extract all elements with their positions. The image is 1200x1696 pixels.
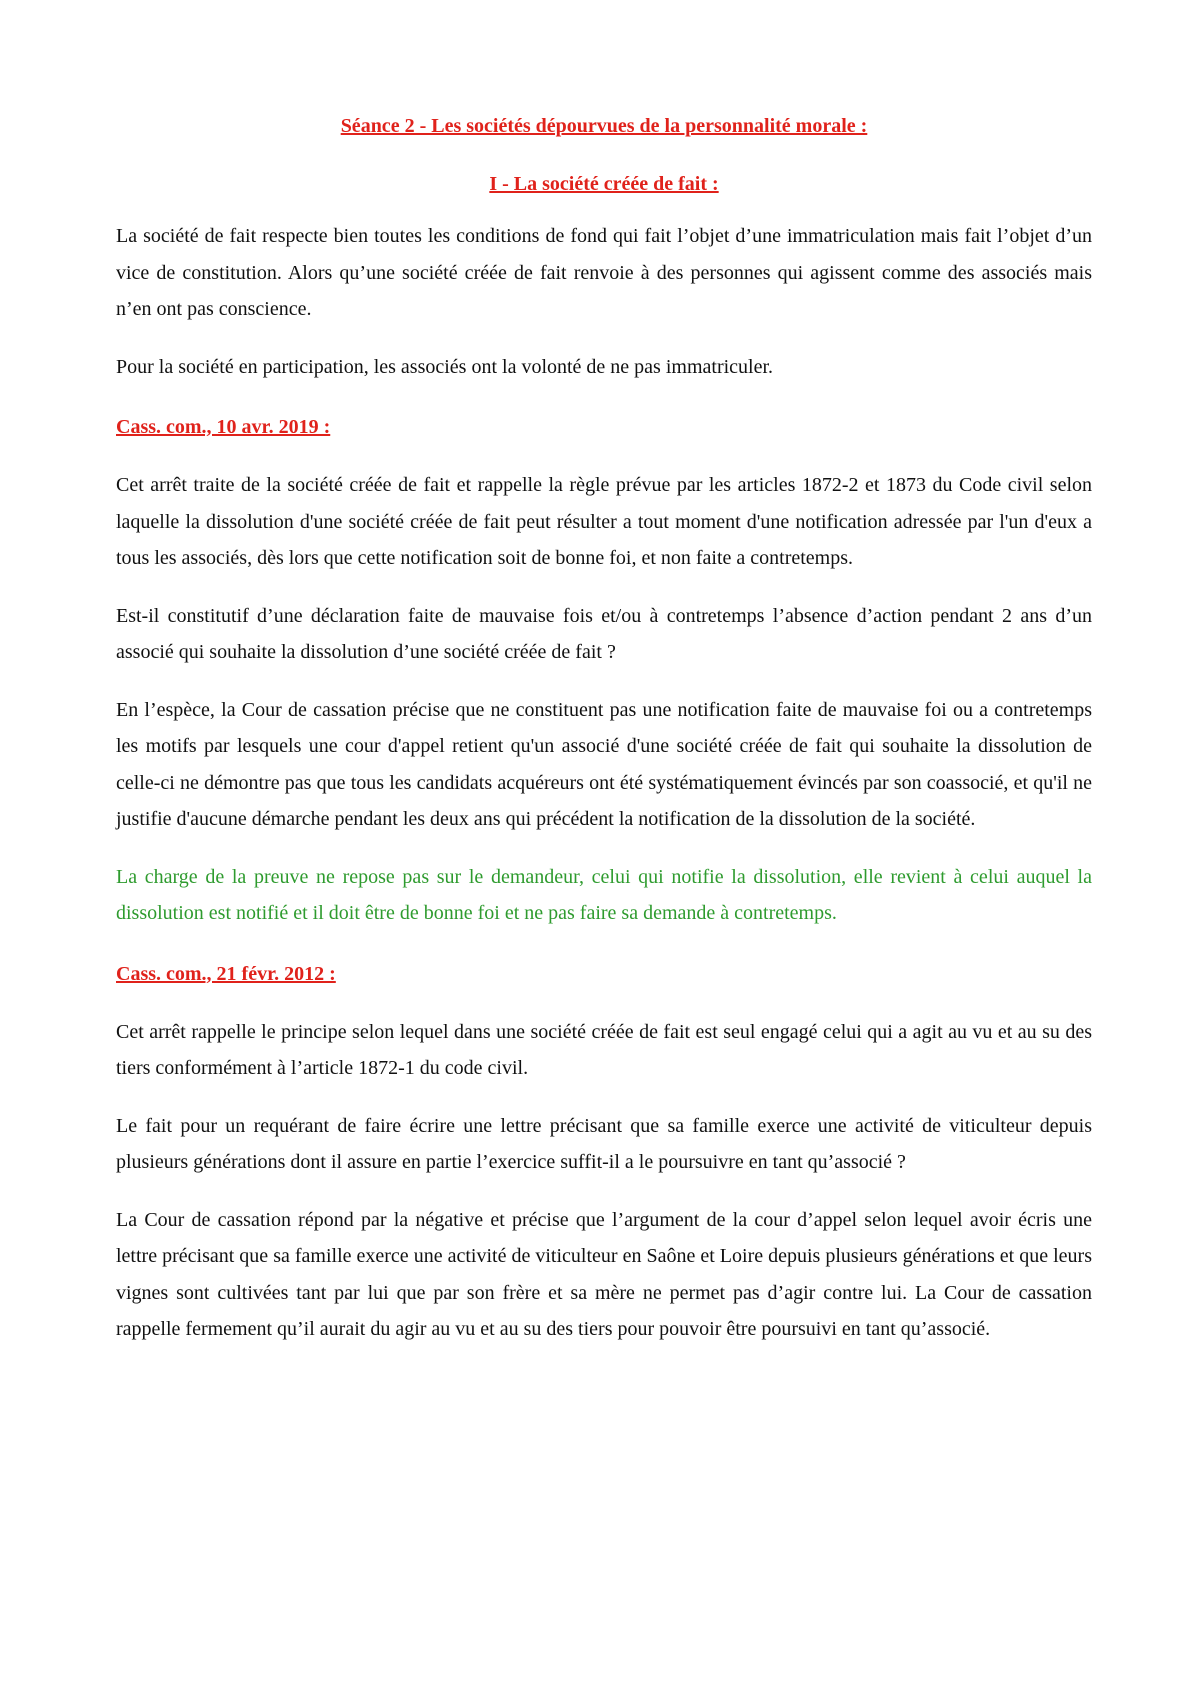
case-2012-paragraph-1: Cet arrêt rappelle le principe selon lequel dans une société créée de fait est seul engagé celui qui a agit au vu et au su des tiers conformément à l’article 1872-1 du code civil. [116, 1020, 1092, 1079]
case-2019-paragraph-2: Est-il constitutif d’une déclaration faite de mauvaise fois et/ou à contretemps l’absence d’action pendant 2 ans d’un associé qui souhaite la dissolution d’une société créée de fait ? [116, 604, 1092, 663]
case-2019-paragraph-3: En l’espèce, la Cour de cassation précise que ne constituent pas une notification faite de mauvaise foi ou a contretemps les motifs par lesquels une cour d'appel retient qu'un associé d'une société créée de fait qui souhaite la dissolution de celle-ci ne démontre pas que tous les candidats acquéreurs ont été systématiquement évincés par son coassocié, et qu'il ne justifie d'aucune démarche pendant les deux ans qui précédent la notification de la dissolution de la société. [116, 698, 1092, 830]
case-heading-2012: Cass. com., 21 févr. 2012 : [116, 962, 336, 985]
section-heading: I - La société créée de fait : [489, 173, 719, 195]
case-2012-paragraph-3: La Cour de cassation répond par la négative et précise que l’argument de la cour d’appel selon lequel avoir écris une lettre précisant que sa famille exerce une activité de viticulteur en Saône et Loire depuis plusieurs générations et que leurs vignes sont cultivées tant par lui que par son frère et sa mère ne permet pas d’agir contre lui. La Cour de cassation rappelle fermement qu’il aurait du agir au vu et au su des tiers pour pouvoir être poursuivi en tant qu’associé. [116, 1208, 1092, 1340]
intro-paragraph-1: La société de fait respecte bien toutes les conditions de fond qui fait l’objet d’une immatriculation mais fait l’objet d’un vice de constitution. Alors qu’une société créée de fait renvoie à des personnes qui agissent comme des associés mais n’en ont pas conscience. [116, 225, 1092, 320]
case-heading-2019: Cass. com., 10 avr. 2019 : [116, 416, 331, 438]
case-2012-paragraph-2: Le fait pour un requérant de faire écrire une lettre précisant que sa famille exerce une activité de viticulteur depuis plusieurs générations dont il assure en partie l’exercice suffit-il a le poursuivre en tant qu’associé ? [116, 1114, 1092, 1173]
case-2019-paragraph-1: Cet arrêt traite de la société créée de fait et rappelle la règle prévue par les articles 1872-2 et 1873 du Code civil selon laquelle la dissolution d'une société créée de fait peut résulter a tout moment d'une notification adressée par l'un d'eux a tous les associés, dès lors que cette notification soit de bonne foi, et non faite a contretemps. [116, 474, 1092, 569]
intro-paragraph-2: Pour la société en participation, les associés ont la volonté de ne pas immatriculer. [116, 355, 774, 378]
page-title: Séance 2 - Les sociétés dépourvues de la personnalité morale : [340, 115, 868, 137]
case-2019-note: La charge de la preuve ne repose pas sur le demandeur, celui qui notifie la dissolution, elle revient à celui auquel la dissolution est notifié et il doit être de bonne foi et ne pas faire sa demande à contretemps. [116, 865, 1092, 924]
document-page [116, 112, 1092, 1348]
